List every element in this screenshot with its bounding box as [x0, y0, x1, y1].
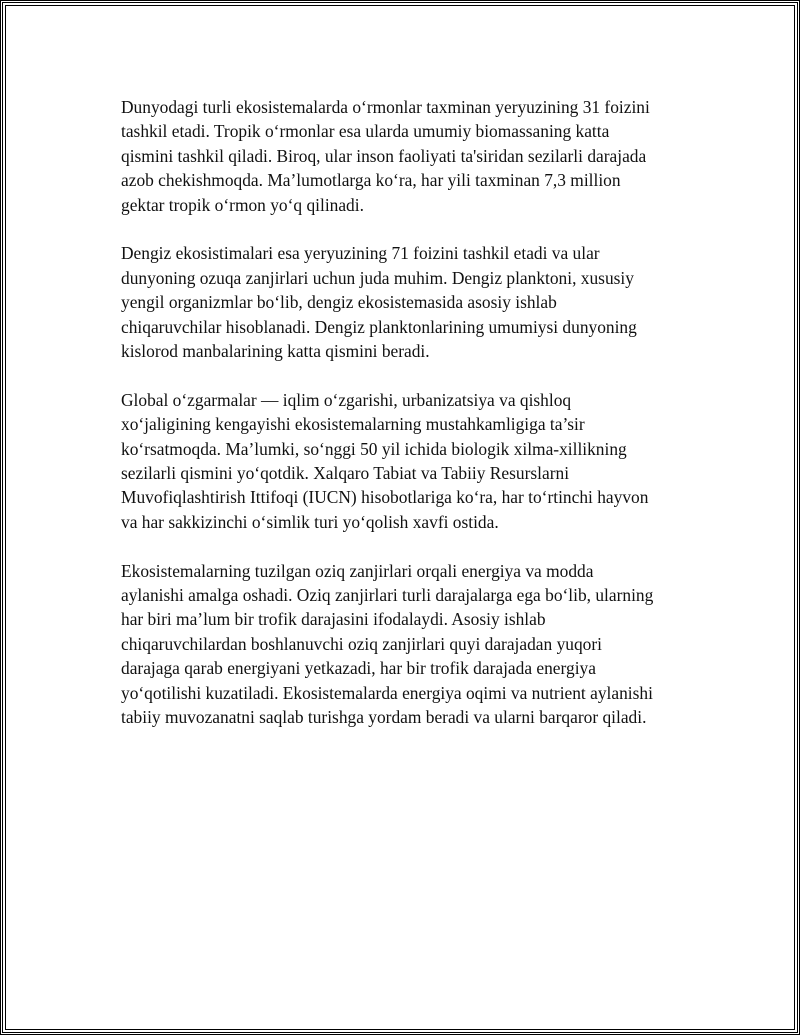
- paragraph-global-changes: [121, 388, 691, 534]
- text-line: azob chekishmoqda. Ma’lumotlarga ko‘ra, har yili taxminan 7,3 million: [121, 170, 621, 191]
- text-line: kislorod manbalarining katta qismini beradi.: [121, 341, 430, 362]
- text-line: aylanishi amalga oshadi. Oziq zanjirlari turli darajalarga ega bo‘lib, ularning: [121, 585, 654, 606]
- text-line: ko‘rsatmoqda. Ma’lumki, so‘nggi 50 yil ichida biologik xilma-xillikning: [121, 438, 627, 459]
- text-line: dunyoning ozuqa zanjirlari uchun juda muhim. Dengiz planktoni, xususiy: [121, 267, 634, 288]
- text-line: Ekosistemalarning tuzilgan oziq zanjirlari orqali energiya va modda: [121, 560, 594, 581]
- text-line: xo‘jaligining kengayishi ekosistemalarning mustahkamligiga ta’sir: [121, 414, 585, 435]
- text-line: har biri ma’lum bir trofik darajasini ifodalaydi. Asosiy ishlab: [121, 609, 546, 630]
- text-line: yo‘qotilishi kuzatiladi. Ekosistemalarda energiya oqimi va nutrient aylanishi: [121, 682, 653, 703]
- document-body: [121, 95, 691, 754]
- text-line: yengil organizmlar bo‘lib, dengiz ekosistemasida asosiy ishlab: [121, 292, 557, 313]
- text-line: Dunyodagi turli ekosistemalarda o‘rmonlar taxminan yeryuzining 31 foizini: [121, 97, 650, 117]
- text-line: Global o‘zgarmalar — iqlim o‘zgarishi, urbanizatsiya va qishloq: [121, 389, 572, 410]
- text-line: tabiiy muvozanatni saqlab turishga yordam beradi va ularni barqaror qiladi.: [121, 707, 647, 728]
- text-line: va har sakkizinchi o‘simlik turi yo‘qolish xavfi ostida.: [121, 511, 499, 532]
- text-line: qismini tashkil qiladi. Biroq, ular inson faoliyati ta'siridan sezilarli darajada: [121, 145, 647, 166]
- text-line: Muvofiqlashtirish Ittifoqi (IUCN) hisobotlariga ko‘ra, har to‘rtinchi hayvon: [121, 487, 649, 508]
- text-line: Dengiz ekosistimalari esa yeryuzining 71 foizini tashkil etadi va ular: [121, 243, 600, 264]
- text-line: darajaga qarab energiyani yetkazadi, har bir trofik darajada energiya: [121, 658, 596, 679]
- paragraph-marine: [121, 241, 691, 363]
- text-line: sezilarli qismini yo‘qotdik. Xalqaro Tabiat va Tabiiy Resurslarni: [121, 463, 570, 484]
- text-line: gektar tropik o‘rmon yo‘q qilinadi.: [121, 194, 364, 215]
- paragraph-forests: [121, 95, 691, 217]
- text-line: chiqaruvchilar hisoblanadi. Dengiz planktonlarining umumiysi dunyoning: [121, 316, 637, 337]
- text-line: tashkil etadi. Tropik o‘rmonlar esa ularda umumiy biomassaning katta: [121, 121, 610, 142]
- text-line: chiqaruvchilardan boshlanuvchi oziq zanjirlari quyi darajadan yuqori: [121, 633, 602, 654]
- paragraph-food-chains: [121, 559, 691, 730]
